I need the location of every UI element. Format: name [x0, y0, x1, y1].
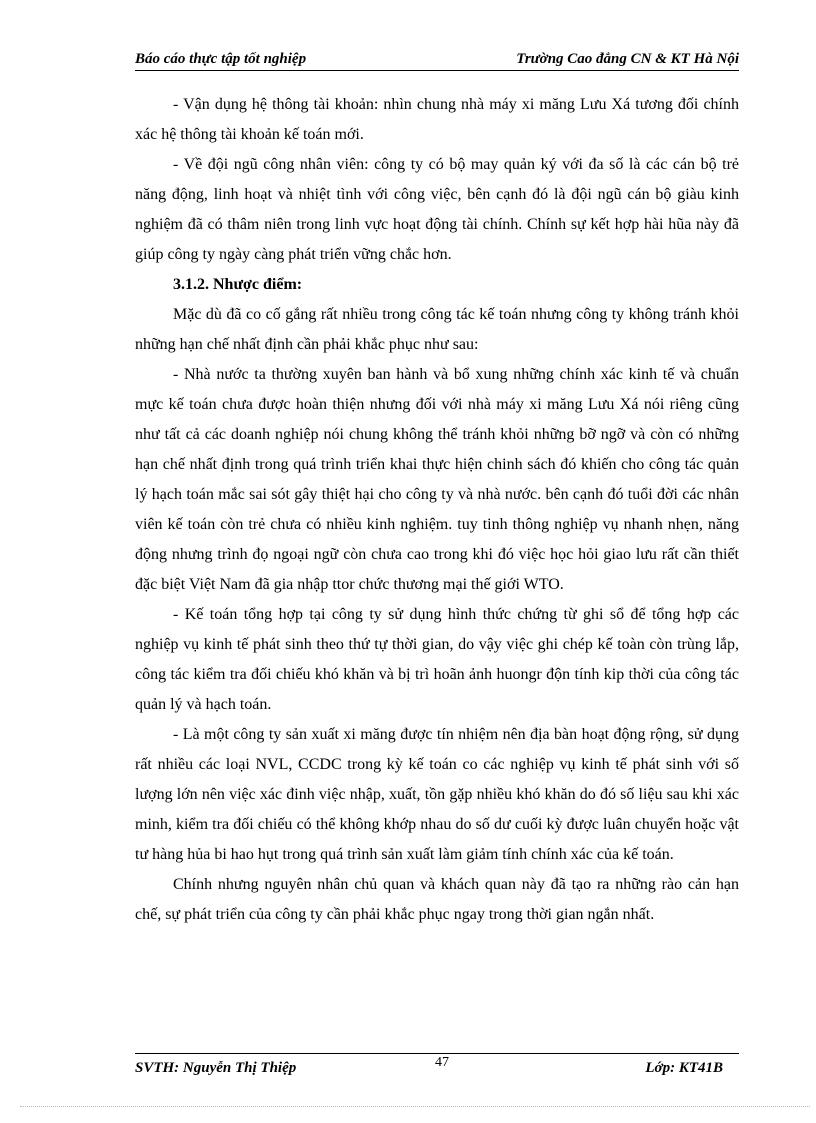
header-report-title: Báo cáo thực tập tốt nghiệp	[135, 51, 307, 67]
paragraph-regulations: - Nhà nước ta thường xuyên ban hành và bổ xung những chính xác kinh tế và chuẩn mực kế toán chưa được hoàn thiện nhưng đối với nhà máy xi măng Lưu Xá nói riêng cũng như tất cả các doanh nghiệp nói chung không thể tránh khỏi những bỡ ngỡ và còn có những hạn chế nhất định trong quá trình triển khai thực hiện chinh sách đó khiến cho công tác quản lý hạch toán mắc sai sót gây thiệt hại cho công ty và nhà nước. bên cạnh đó tuổi đời các nhân viên kế toán còn trẻ chưa có nhiều kinh nghiệm. tuy tinh thông nghiệp vụ nhanh nhẹn, năng động nhưng trình đọ ngoại ngữ còn chưa cao trong khi đó việc học hỏi giao lưu rất cần thiết đặc biệt Việt Nam đã gia nhập ttor chức thương mại thế giới WTO.	[135, 366, 739, 593]
page-footer	[135, 1055, 739, 1079]
paragraph-staff: - Về đội ngũ công nhân viên: công ty có bộ may quản ký với đa số là các cán bộ trẻ năng động, linh hoạt và nhiệt tình với công việc, bên cạnh đó là đội ngũ cán bộ giàu kinh nghiệm đã có thâm niên trong linh vực hoạt động tài chính. Chính sự kết hợp hài hũa này đã giúp công ty ngày càng phát triển vững chắc hơn.	[135, 156, 739, 263]
header-divider	[135, 70, 739, 71]
page-bottom-edge	[20, 1106, 810, 1107]
header-school-name: Trường Cao đẳng CN & KT Hà Nội	[516, 51, 739, 67]
page-number: 47	[435, 1055, 449, 1070]
paragraph-conclusion: Chính nhưng nguyên nhân chủ quan và khách quan này đã tạo ra những rào cản hạn chế, sự phát triển của công ty cần phải khắc phục ngay trong thời gian ngắn nhất.	[135, 876, 739, 923]
footer-student-name: SVTH: Nguyễn Thị Thiệp	[135, 1060, 297, 1076]
page-header	[135, 48, 739, 70]
section-heading-weaknesses: 3.1.2. Nhược điểm:	[173, 276, 303, 293]
paragraph-weaknesses-intro: Mặc dù đã co cố gắng rất nhiều trong công tác kế toán nhưng công ty không tránh khỏi những hạn chế nhất định cần phải khắc phục như sau:	[135, 306, 739, 353]
body-text	[135, 90, 739, 930]
paragraph-general-ledger: - Kế toán tổng hợp tại công ty sử dụng hình thức chứng từ ghi sổ để tổng hợp các nghiệp vụ kinh tế phát sinh theo thứ tự thời gian, do vậy việc ghi chép kế toàn còn trùng lắp, công tác kiểm tra đối chiếu khó khăn và bị trì hoãn ảnh huongr độn tính kip thời của công tác quản lý và hạch toán.	[135, 606, 739, 713]
paragraph-materials: - Là một công ty sản xuất xi măng được tín nhiệm nên địa bàn hoạt động rộng, sử dụng rất nhiều các loại NVL, CCDC trong kỳ kế toán co các nghiệp vụ kinh tế phát sinh với số lượng lớn nên việc xác đinh việc nhập, xuất, tồn gặp nhiều khó khăn do đó số liệu sau khi xác minh, kiểm tra đối chiếu có thể không khớp nhau do số dư cuối kỳ được luân chuyển hoặc vật tư hàng hủa bi hao hụt trong quá trình sản xuất làm giảm tính chính xác của kế toán.	[135, 726, 739, 863]
paragraph-account-system: - Vận dụng hệ thông tài khoản: nhìn chung nhà máy xi măng Lưu Xá tương đối chính xác hệ thông tài khoản kế toán mới.	[135, 96, 739, 143]
footer-class: Lớp: KT41B	[645, 1060, 723, 1076]
